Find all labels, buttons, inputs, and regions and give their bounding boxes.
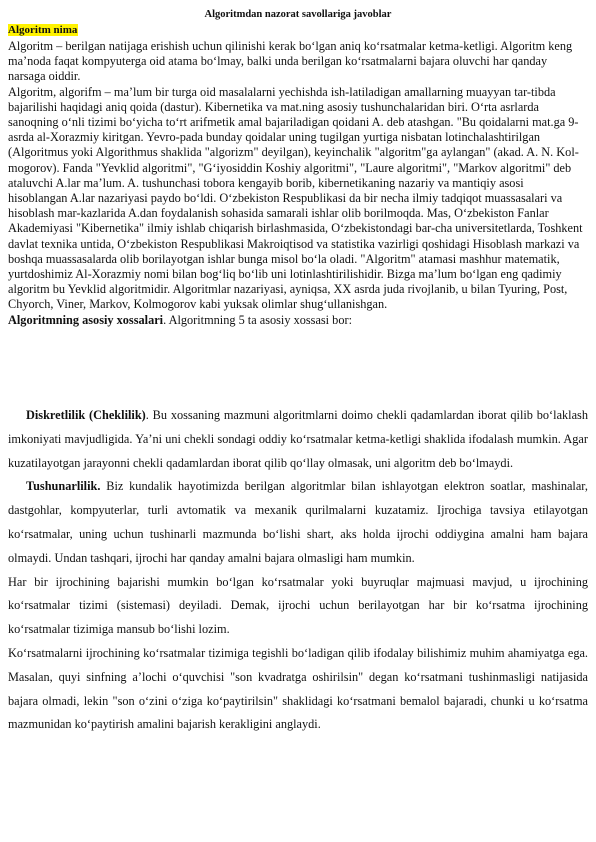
intro-block	[8, 39, 586, 328]
paragraph-discreteness	[8, 404, 588, 475]
paragraph-definition: Algoritm – berilgan natijaga erishish uchun qilinishi kerak bo‘lgan aniq ko‘rsatmalar ketma-ketligi. Algoritm keng ma’noda faqat kompyuterga oid atama bo‘lmay, balki unda berilgan ko‘rsatmalarni bajara oluvchi har qanday narsaga oiddir.	[8, 39, 573, 84]
properties-heading: Algoritmning asosiy xossalari	[8, 312, 164, 327]
section-label-highlighted: Algoritm nima	[8, 24, 78, 36]
clarity-text: Biz kundalik hayotimizda berilgan algoritmlar bilan ishlayotgan elektron soatlar, mashinalar, dastgohlar, kompyuterlar, turli avtomatik va mexanik qurilmalarni kuzatamiz. Ijrochiga tavsiya etilayotgan ko‘rsatmalar, uning uchun tushinarli mazmunda bo‘lishi shart, aks holda ijrochi oddiygina amalni ham bajara olmaydi. Undan tashqari, ijrochi har qanday amalni bajara olmasligi ham mumkin.	[8, 479, 588, 565]
paragraph-command-system: Har bir ijrochining bajarishi mumkin bo‘lgan ko‘rsatmalar yoki buyruqlar majmuasi mavjud, u ijrochining ko‘rsatmalar tizimi (sistemasi) deyiladi. Demak, ijrochi uchun berilayotgan har bir ko‘rsatma ijrochining ko‘rsatmalar tizimiga mansub bo‘lishi lozim.	[8, 574, 588, 637]
paragraph-history: Algoritm, algorifm – ma’lum bir turga oid masalalarni yechishda ish-latiladigan amallarning muayyan tar-tibda bajarilishi haqidagi aniq qoida (dastur). Kibernetika va mat.ning asosiy tushunchalaridan biri. O‘rta asrlarda sanoqning o‘nli tizimi bo‘yicha to‘rt arifmetik amal bajariladigan qoidani A. deb atashgan. "Bu qoidalarni mat.ga 9-asrda al-Xorazmiy kiritgan. Yevro-pada bunday qoidalar uning tugilgan yurtiga nisbatan lotinchalashtirilgan (Algoritmus yoki Algorithmus shaklida "algorizm" deyilgan), keyinchalik "algoritm"ga aylangan" (akad. A. N. Kol-mogorov). Fanda "Yevklid algoritmi", "G‘iyosiddin Koshiy algoritmi", "Laure algoritmi", "Markov algoritmi" deb ataluvchi A.lar ma’lum. A. tushunchasi tobora kengayib borib, kibernetikaning nazariy va mantiqiy asosi hisoblangan A.lar nazariyasi paydo bo‘ldi. O‘zbekiston Respublikasi da bir necha ilmiy tadqiqot muassasalari va hisoblash mar-kazlarida A.dan foydalanish sohasida samarali ishlar olib borilmoqda. Mas, O‘zbekiston Fanlar Akademiyasi "Kibernetika" ilmiy ishlab chiqarish birlashmasida, O‘zbekistondagi bar-cha universitetlarda, Toshkent davlat texnika untida, O‘zbekiston Respublikasi Makroiqtisod va statistika vazirligi qoshidagi Hisoblash markazi va boshqa muassasalarda olib borilayotgan ishlar bunga misol bo‘la oladi. "Algoritm" atamasi mashhur matematik, yurtdoshimiz Al-Xorazmiy nomi bilan bog‘liq bo‘lib uni lotinlashtirilishidir. Bizga ma’lum bo‘lgan eng qadimiy algoritm bu Yevklid algoritmidir. Algoritmlar nazariyasi, ayniqsa, XX asrda juda rivojlanib, u bilan Tyuring, Post, Chyorch, Viner, Markov, Kolmogorov kabi yuksak olimlar shug‘ullanishgan.	[8, 84, 583, 312]
properties-intro-text: . Algoritmning 5 ta asosiy xossasi bor:	[163, 312, 352, 327]
document-title: Algoritmdan nazorat savollariga javoblar	[204, 9, 392, 20]
properties-block	[8, 404, 588, 737]
paragraph-properties-intro	[8, 313, 586, 328]
discreteness-text: . Bu xossaning mazmuni algoritmlarni doimo chekli qadamlardan iborat qilib bo‘laklash imkoniyati mavjudligida. Ya’ni uni chekli sondagi oddiy ko‘rsatmalar ketma-ketligi shaklida ifodalash mumkin. Agar kuzatilayotgan jarayonni chekli qadamlardan iborat qilib qo‘llay olmasak, uni algoritm deb bo‘lmaydi.	[8, 408, 588, 470]
discreteness-term: Diskretlilik (Cheklilik)	[26, 408, 146, 422]
paragraph-example: Ko‘rsatmalarni ijrochining ko‘rsatmalar tizimiga tegishli bo‘ladigan qilib ifodalay bilishimiz muhim ahamiyatga ega. Masalan, quyi sinfning a’lochi o‘quvchisi "son kvadratga oshirilsin" degan ko‘rsatmani tushinmasligi natijasida bajara olmadi, lekin "son o‘zini o‘ziga ko‘paytirilsin" shaklidagi ko‘rsatmani bemalol bajaradi, chunki u ko‘rsatma mazmunidan ko‘paytirish amalini bajarish kerakligini anglaydi.	[8, 645, 588, 732]
paragraph-clarity	[8, 475, 588, 570]
clarity-term: Tushunarlilik.	[26, 479, 101, 494]
